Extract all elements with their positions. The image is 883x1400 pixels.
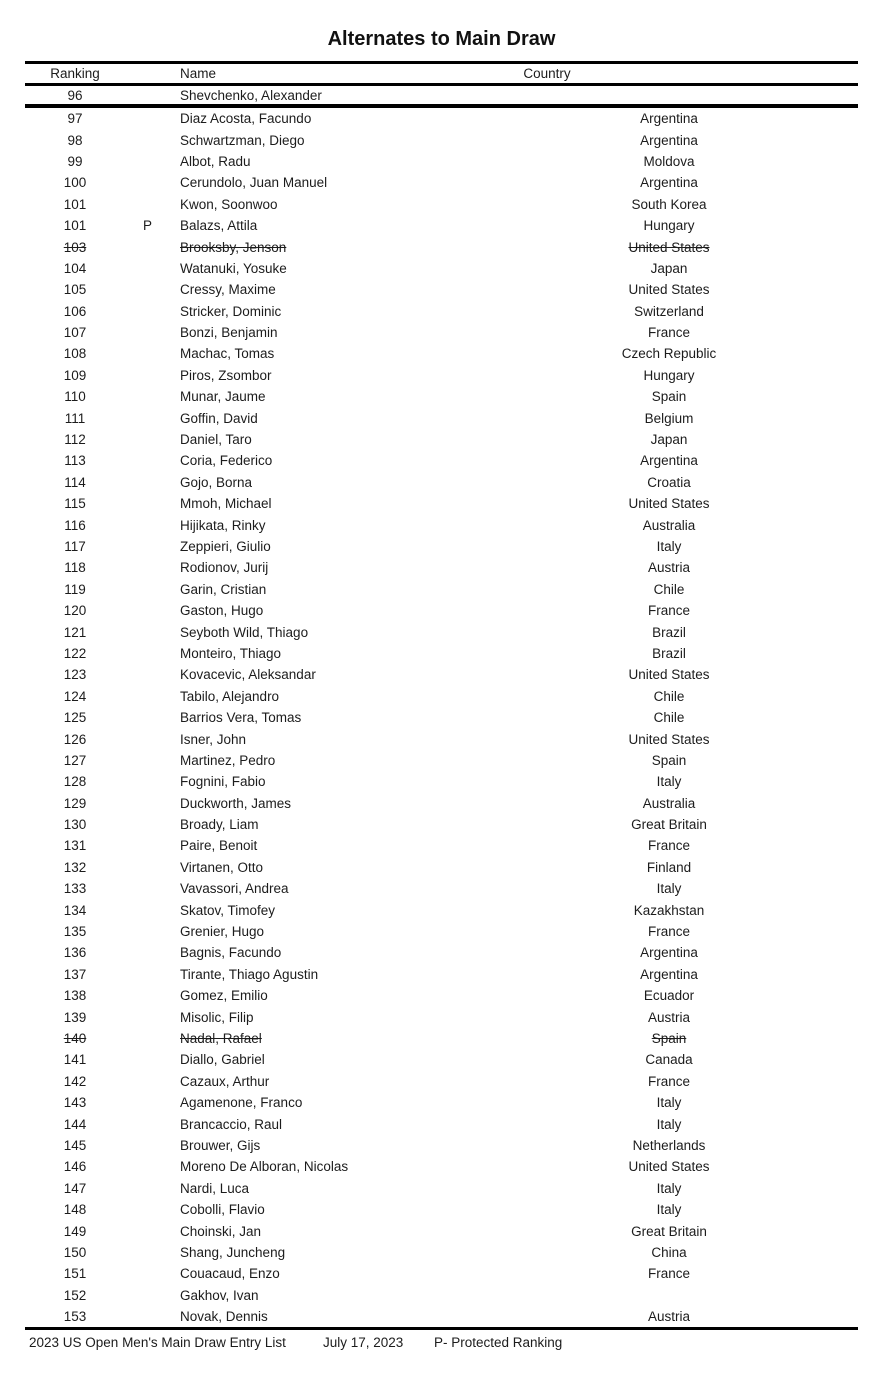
cell-country: Chile [653,581,685,597]
cell-country: Czech Republic [621,346,717,362]
cell-country: Belgium [644,410,694,426]
cell-ranking: 121 [63,624,87,640]
table-row [25,301,858,322]
column-header-ranking: Ranking [50,66,100,81]
cell-name: Brancaccio, Raul [180,1116,283,1132]
cell-name: Paire, Benoit [180,838,258,854]
footer-protected-ranking-note: P- Protected Ranking [434,1335,563,1350]
cell-ranking: 137 [63,966,87,982]
table-row [25,579,858,600]
cell-ranking: 134 [63,902,87,918]
cell-ranking: 104 [63,260,87,276]
table-row [25,1006,858,1027]
cell-country: Moldova [643,153,695,169]
table-row [25,365,858,386]
table-row [25,1135,858,1156]
cell-ranking: 125 [63,710,87,726]
table-row [25,1199,858,1220]
table-row [25,707,858,728]
cell-ranking: 152 [63,1287,87,1303]
table-row [25,835,858,856]
cell-name: Kovacevic, Aleksandar [180,667,316,683]
cell-ranking: 101 [63,196,87,212]
table-row [25,343,858,364]
cell-country: United States [628,496,710,512]
cell-country: Chile [653,710,685,726]
cell-name: Barrios Vera, Tomas [180,710,302,726]
table-row [25,728,858,749]
cell-name: Stricker, Dominic [180,303,282,319]
cell-country: Italy [656,1180,682,1196]
cell-name: Cressy, Maxime [180,282,276,298]
cell-name: Diallo, Gabriel [180,1052,265,1068]
cell-ranking: 150 [63,1244,87,1260]
cell-name: Misolic, Filip [180,1009,254,1025]
cell-country: Canada [645,1052,693,1068]
cell-country: Croatia [647,474,691,490]
cell-ranking: 105 [63,282,87,298]
cell-name: Gaston, Hugo [180,603,264,619]
cell-country: Australia [642,795,696,811]
cell-name: Nadal, Rafael [180,1030,262,1046]
cell-ranking: 113 [64,453,86,469]
cell-ranking: 108 [63,346,87,362]
cell-country: Argentina [640,132,698,148]
table-row [25,514,858,535]
cell-ranking: 130 [63,817,87,833]
cell-country: France [647,325,691,341]
table-row [25,1242,858,1263]
cell-name: Zeppieri, Giulio [180,539,271,554]
cell-name: Hijikata, Rinky [180,517,266,533]
table-row [25,814,858,835]
cell-name: Tirante, Thiago Agustin [180,966,319,982]
cell-name: Grenier, Hugo [180,924,265,940]
cell-country: Argentina [640,945,698,961]
cell-ranking: 118 [64,560,86,576]
cell-country: Argentina [640,175,698,191]
cell-ranking: 115 [64,496,86,512]
cell-name: Piros, Zsombor [180,367,272,383]
cell-country: Japan [650,432,688,448]
cell-country: Japan [650,260,688,276]
cell-ranking: 123 [63,667,87,683]
cell-ranking: 109 [63,367,87,383]
table-row [25,493,858,514]
cell-country: Spain [651,752,687,768]
cell-ranking: 116 [64,517,86,533]
cell-ranking: 147 [63,1180,87,1196]
table-row [25,279,858,300]
table-header-row [25,64,858,83]
cell-name: Virtanen, Otto [180,859,264,875]
table-row [25,108,858,129]
table-row [25,386,858,407]
cell-ranking: 148 [63,1202,87,1218]
table-row [25,1071,858,1092]
cell-country: United States [628,1159,710,1175]
cell-country: Hungary [643,218,695,234]
cell-name: Machac, Tomas [180,346,275,362]
cell-name: Coria, Federico [180,453,273,469]
cell-country: Brazil [652,624,686,640]
cell-ranking: 144 [63,1116,87,1132]
table-rows [25,108,858,1327]
table-row [25,899,858,920]
table-row [25,1028,858,1049]
table-row [25,1049,858,1070]
cell-name: Duckworth, James [180,795,292,811]
table-row [25,129,858,150]
cell-name: Albot, Radu [180,153,251,169]
cell-name: Cobolli, Flavio [180,1202,265,1218]
table-row [25,450,858,471]
table-row [25,536,858,557]
cell-country: France [647,1073,691,1089]
cell-country: Great Britain [631,1223,707,1239]
cell-name: Isner, John [180,731,247,747]
cell-name: Skatov, Timofey [180,902,276,918]
cell-name: Shevchenko, Alexander [180,87,322,103]
cell-ranking: 124 [63,688,87,704]
cell-ranking: 111 [64,410,86,426]
rule-bottom [25,1327,858,1330]
cell-name: Gakhov, Ivan [180,1287,259,1303]
cell-ranking: 107 [63,325,87,341]
cell-ranking: 153 [63,1309,87,1325]
table-row [25,964,858,985]
cell-name: Brouwer, Gijs [180,1137,261,1153]
table-row [25,1263,858,1284]
cell-country: Kazakhstan [633,902,705,918]
cell-country: United States [628,239,710,255]
table-row [25,643,858,664]
column-header-name: Name [180,66,217,81]
cell-ranking: 127 [63,752,87,768]
cell-country: France [647,838,691,854]
table-row [25,857,858,878]
cell-name: Couacaud, Enzo [180,1266,280,1282]
cell-country: Netherlands [632,1137,706,1153]
table-row [25,429,858,450]
cell-name: Balazs, Attila [180,218,258,234]
cell-name: Fognini, Fabio [180,774,266,790]
cell-ranking: 106 [63,303,87,319]
cell-name: Shang, Juncheng [180,1244,286,1260]
cell-name: Choinski, Jan [180,1223,262,1239]
alternates-table [25,61,858,1330]
cell-ranking: 100 [63,175,87,191]
table-row [25,878,858,899]
table-row [25,1178,858,1199]
cell-country: China [651,1244,687,1260]
cell-ranking: 110 [64,389,86,405]
cell-name: Goffin, David [180,410,258,426]
table-row [25,86,858,104]
cell-name: Brooksby, Jenson [180,239,287,255]
cell-ranking: 122 [63,645,87,661]
table-row [25,1306,858,1327]
cell-name: Garin, Cristian [180,581,267,597]
cell-country: Argentina [640,453,698,469]
table-row [25,407,858,428]
cell-name: Vavassori, Andrea [180,881,289,897]
cell-ranking: 135 [63,924,87,940]
page-footer [0,1333,883,1353]
cell-ranking: 101 [63,218,87,234]
cell-country: Argentina [640,111,698,127]
cell-ranking: 139 [63,1009,87,1025]
cell-country: Italy [656,1095,682,1111]
cell-name: Martinez, Pedro [180,752,276,768]
table-row [25,194,858,215]
cell-name: Gomez, Emilio [180,988,268,1004]
cell-country: Austria [647,1309,691,1325]
cell-ranking: 117 [64,539,86,554]
cell-name: Broady, Liam [180,817,259,833]
cell-ranking: 131 [63,838,87,854]
cell-country: Austria [647,560,691,576]
cell-country: Italy [656,881,682,897]
cell-ranking: 132 [63,859,87,875]
cell-ranking: 96 [67,87,83,103]
column-header-country: Country [523,66,571,81]
table-row [25,771,858,792]
cell-name: Gojo, Borna [180,474,253,490]
cell-ranking: 138 [63,988,87,1004]
cell-name: Diaz Acosta, Facundo [180,111,312,127]
table-row [25,472,858,493]
cell-country: Switzerland [634,303,704,319]
cell-ranking: 126 [63,731,87,747]
cell-ranking: 98 [67,132,83,148]
cell-ranking: 151 [63,1266,87,1282]
cell-ranking: 143 [63,1095,87,1111]
table-row [25,1220,858,1241]
cell-ranking: 97 [67,111,83,127]
table-row [25,557,858,578]
cell-ranking: 103 [63,239,87,255]
cell-ranking: 136 [63,945,87,961]
cell-name: Mmoh, Michael [180,496,272,512]
cell-name: Moreno De Alboran, Nicolas [180,1159,349,1175]
table-row [25,686,858,707]
cell-ranking: 112 [64,432,86,448]
row-96-container [25,86,858,104]
cell-country: South Korea [631,196,707,212]
table-row [25,322,858,343]
cell-name: Schwartzman, Diego [180,132,305,148]
cell-country: United States [628,731,710,747]
cell-ranking: 99 [67,153,83,169]
cell-ranking: 119 [64,581,86,597]
cell-name: Tabilo, Alejandro [180,688,280,704]
page-title: Alternates to Main Draw [327,28,556,50]
cell-country: United States [628,282,710,298]
cell-ranking: 129 [63,795,87,811]
cell-country: Spain [651,1030,687,1046]
cell-country: Italy [656,774,682,790]
cell-ranking: 149 [63,1223,87,1239]
cell-name: Bagnis, Facundo [180,945,282,961]
cell-ranking: 141 [63,1052,87,1068]
cell-ranking: 133 [63,881,87,897]
cell-country: United States [628,667,710,683]
cell-country: Chile [653,688,685,704]
cell-country: Italy [656,1202,682,1218]
table-row [25,236,858,257]
footer-date: July 17, 2023 [323,1335,404,1350]
table-row [25,1156,858,1177]
table-row [25,151,858,172]
cell-name: Daniel, Taro [180,432,252,448]
table-row [25,664,858,685]
cell-ranking: 140 [63,1030,87,1046]
table-row [25,750,858,771]
table-row [25,215,858,236]
cell-country: Australia [642,517,696,533]
cell-name: Nardi, Luca [180,1180,250,1196]
table-row [25,942,858,963]
table-row [25,258,858,279]
cell-ranking: 120 [63,603,87,619]
table-row [25,985,858,1006]
cell-name: Monteiro, Thiago [180,645,282,661]
table-row [25,1092,858,1113]
footer-document-title: 2023 US Open Men's Main Draw Entry List [29,1335,286,1350]
cell-name: Seyboth Wild, Thiago [180,624,309,640]
cell-name: Cazaux, Arthur [180,1073,270,1089]
cell-ranking: 145 [63,1137,87,1153]
cell-country: Spain [651,389,687,405]
cell-name: Novak, Dennis [180,1309,268,1325]
table-row [25,172,858,193]
cell-name: Agamenone, Franco [180,1095,303,1111]
cell-country: France [647,603,691,619]
cell-name: Munar, Jaume [180,389,266,405]
cell-ranking: 142 [63,1073,87,1089]
cell-country: Italy [656,1116,682,1132]
cell-country: Italy [656,539,682,554]
cell-country: Ecuador [643,988,695,1004]
table-row [25,600,858,621]
cell-name: Rodionov, Jurij [180,560,269,576]
cell-country: Austria [647,1009,691,1025]
cell-country: France [647,924,691,940]
cell-name: Kwon, Soonwoo [180,196,278,212]
table-row [25,621,858,642]
cell-ranking: 146 [63,1159,87,1175]
cell-ranking: 128 [63,774,87,790]
cell-ranking: 114 [64,474,86,490]
table-row [25,1113,858,1134]
cell-name: Cerundolo, Juan Manuel [180,175,328,191]
cell-name: Bonzi, Benjamin [180,325,278,341]
cell-country: Hungary [643,367,695,383]
table-row [25,921,858,942]
cell-protected-flag: P [142,218,152,234]
cell-name: Watanuki, Yosuke [180,260,287,276]
cell-country: Argentina [640,966,698,982]
table-row [25,793,858,814]
cell-country: Great Britain [631,817,707,833]
table-row [25,1284,858,1305]
cell-country: Brazil [652,645,686,661]
cell-country: Finland [646,859,692,875]
cell-country: France [647,1266,691,1282]
